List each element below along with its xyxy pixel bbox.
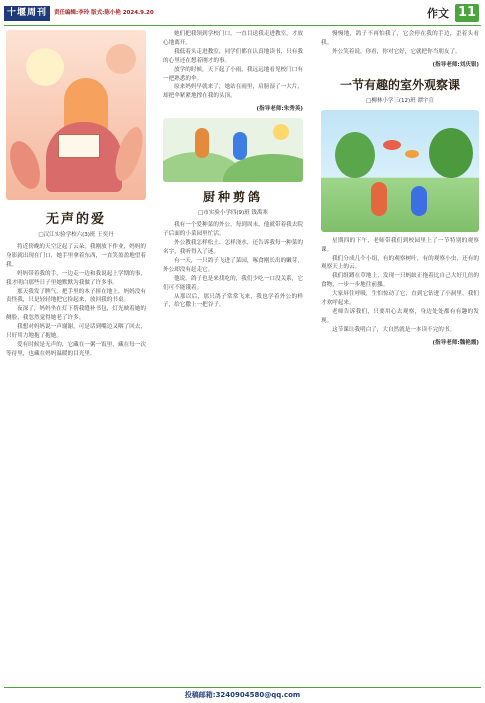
tutor-credit: (指导老师:魏艳霞) xyxy=(432,339,479,346)
paragraph: 慢慢地，鸽子不再怕我了，它会停在我的手边，歪着头看我。 xyxy=(321,31,479,46)
paragraph: 我们分成几个小组，有的观察树叶，有的观察小虫，还有的观察天上的云。 xyxy=(321,255,479,271)
paragraph: 有一天，一只鸽子飞进了菜园，啄食刚长出的嫩芽，外公却没有赶走它。 xyxy=(163,257,303,273)
paragraph: 夜深了，妈妈坐在灯下帮我缝补书包，灯光映着她的侧脸，我忽然觉得她老了许多。 xyxy=(6,306,146,322)
children-playing-illustration xyxy=(163,118,303,182)
paragraph: 将近傍晚的天空泛起了云朵，我刚放下作业，妈妈的身影就出现在门口，她手里拿着东西，一直笑盈盈地望着我。 xyxy=(6,244,146,268)
paragraph: 妈妈带着我的手，一边走一边和我说起上学期的事，我才明白那些日子里她默默为我做了许多事。 xyxy=(6,270,146,286)
page-number: 11 xyxy=(455,4,479,22)
article-title: 无声的爱 xyxy=(45,212,106,227)
paragraph: 从那以后，那只鸽子常常飞来，我也学着外公的样子，给它撒上一把谷子。 xyxy=(163,293,303,309)
article-byline: □汉江实验学校六(3)班 王奕丹 xyxy=(38,232,114,238)
article-byline: □市实验小学四(9)班 钱禹寒 xyxy=(198,210,268,217)
paragraph: 放学的时候，天下起了小雨，我远远地看见校门口有一把熟悉的伞。 xyxy=(163,66,303,82)
article-title: 厨种剪鸽 xyxy=(202,190,263,205)
paragraph: 外公教我怎样松土、怎样浇水，还告诉我每一种菜的名字，我听得入了迷。 xyxy=(163,240,303,255)
paragraph: 老师告诉我们，只要用心去观察，身边处处都有有趣的发现。 xyxy=(321,308,479,324)
paragraph: 他说，鸽子也是来找吃的，我们少吃一口没关系，它们可不能饿着。 xyxy=(163,275,303,291)
masthead: 十堰周刊 xyxy=(4,6,50,21)
paragraph: 我想对妈妈说一声谢谢，可是话到嘴边又咽了回去，只好用力地抱了抱她。 xyxy=(6,324,146,340)
paragraph: 我低着头走进教室，同学们都在认真地读书，只有我的心里还在想着刚才的事。 xyxy=(163,48,303,64)
page-header xyxy=(0,0,485,26)
mother-child-illustration xyxy=(6,30,146,200)
paragraph: 星期四的下午，老师带我们到校园里上了一节特别的观察课。 xyxy=(321,237,479,253)
paragraph: 大家屏住呼吸，生怕惊动了它，直到它钻进了小洞里，我们才欢呼起来。 xyxy=(321,291,479,307)
paragraph: 这节课让我明白了，大自然就是一本读不完的书。 xyxy=(332,326,456,333)
page-footer xyxy=(0,685,485,703)
article-title: 一节有趣的室外观察课 xyxy=(339,77,460,92)
submission-email: 投稿邮箱:3240904580@qq.com xyxy=(184,691,301,699)
footer-rule xyxy=(4,687,481,688)
section-title: 作文 xyxy=(427,7,449,20)
paragraph: 那天我发了脾气，把手里的本子摔在地上，妈妈没有责怪我，只是轻轻地把它捡起来，放回我的书桌。 xyxy=(6,288,146,304)
outdoor-class-illustration xyxy=(321,110,479,232)
paragraph: 我有一个爱种菜的外公，每到周末，他就带着我去院子后面的小菜园里忙活。 xyxy=(163,222,303,238)
tutor-credit: (指导老师:朱秀英) xyxy=(256,106,303,113)
paragraph: 爱有时候是无声的，它藏在一粥一饭里，藏在每一次等待里，也藏在妈妈温暖的目光里。 xyxy=(6,341,146,357)
column-1 xyxy=(6,30,146,682)
article-byline: □柳林小学三(12)班 谭宇宣 xyxy=(366,97,434,104)
tutor-credit: (指导老师:刘庆银) xyxy=(432,61,479,68)
paragraph: 我们组蹲在草地上，发现一只蚂蚁正拖着比自己大好几倍的食物，一步一步地往前挪。 xyxy=(321,273,479,289)
editors-line: 责任编辑:李玲 版式:陈小艳 2024.9.20 xyxy=(54,10,154,16)
column-3 xyxy=(321,30,479,682)
paragraph: 她们把我领到学校门口，一直目送我走进教室，才放心地离开。 xyxy=(163,31,303,46)
paragraph: 外公笑着说，你看，你对它好，它就把你当朋友了。 xyxy=(332,48,461,55)
column-2 xyxy=(163,30,303,682)
header-rule xyxy=(4,25,481,26)
paragraph: 原来妈妈早就来了，她站在雨里，肩膀湿了一大片，却把伞紧紧地撑在我的头顶。 xyxy=(163,84,303,100)
